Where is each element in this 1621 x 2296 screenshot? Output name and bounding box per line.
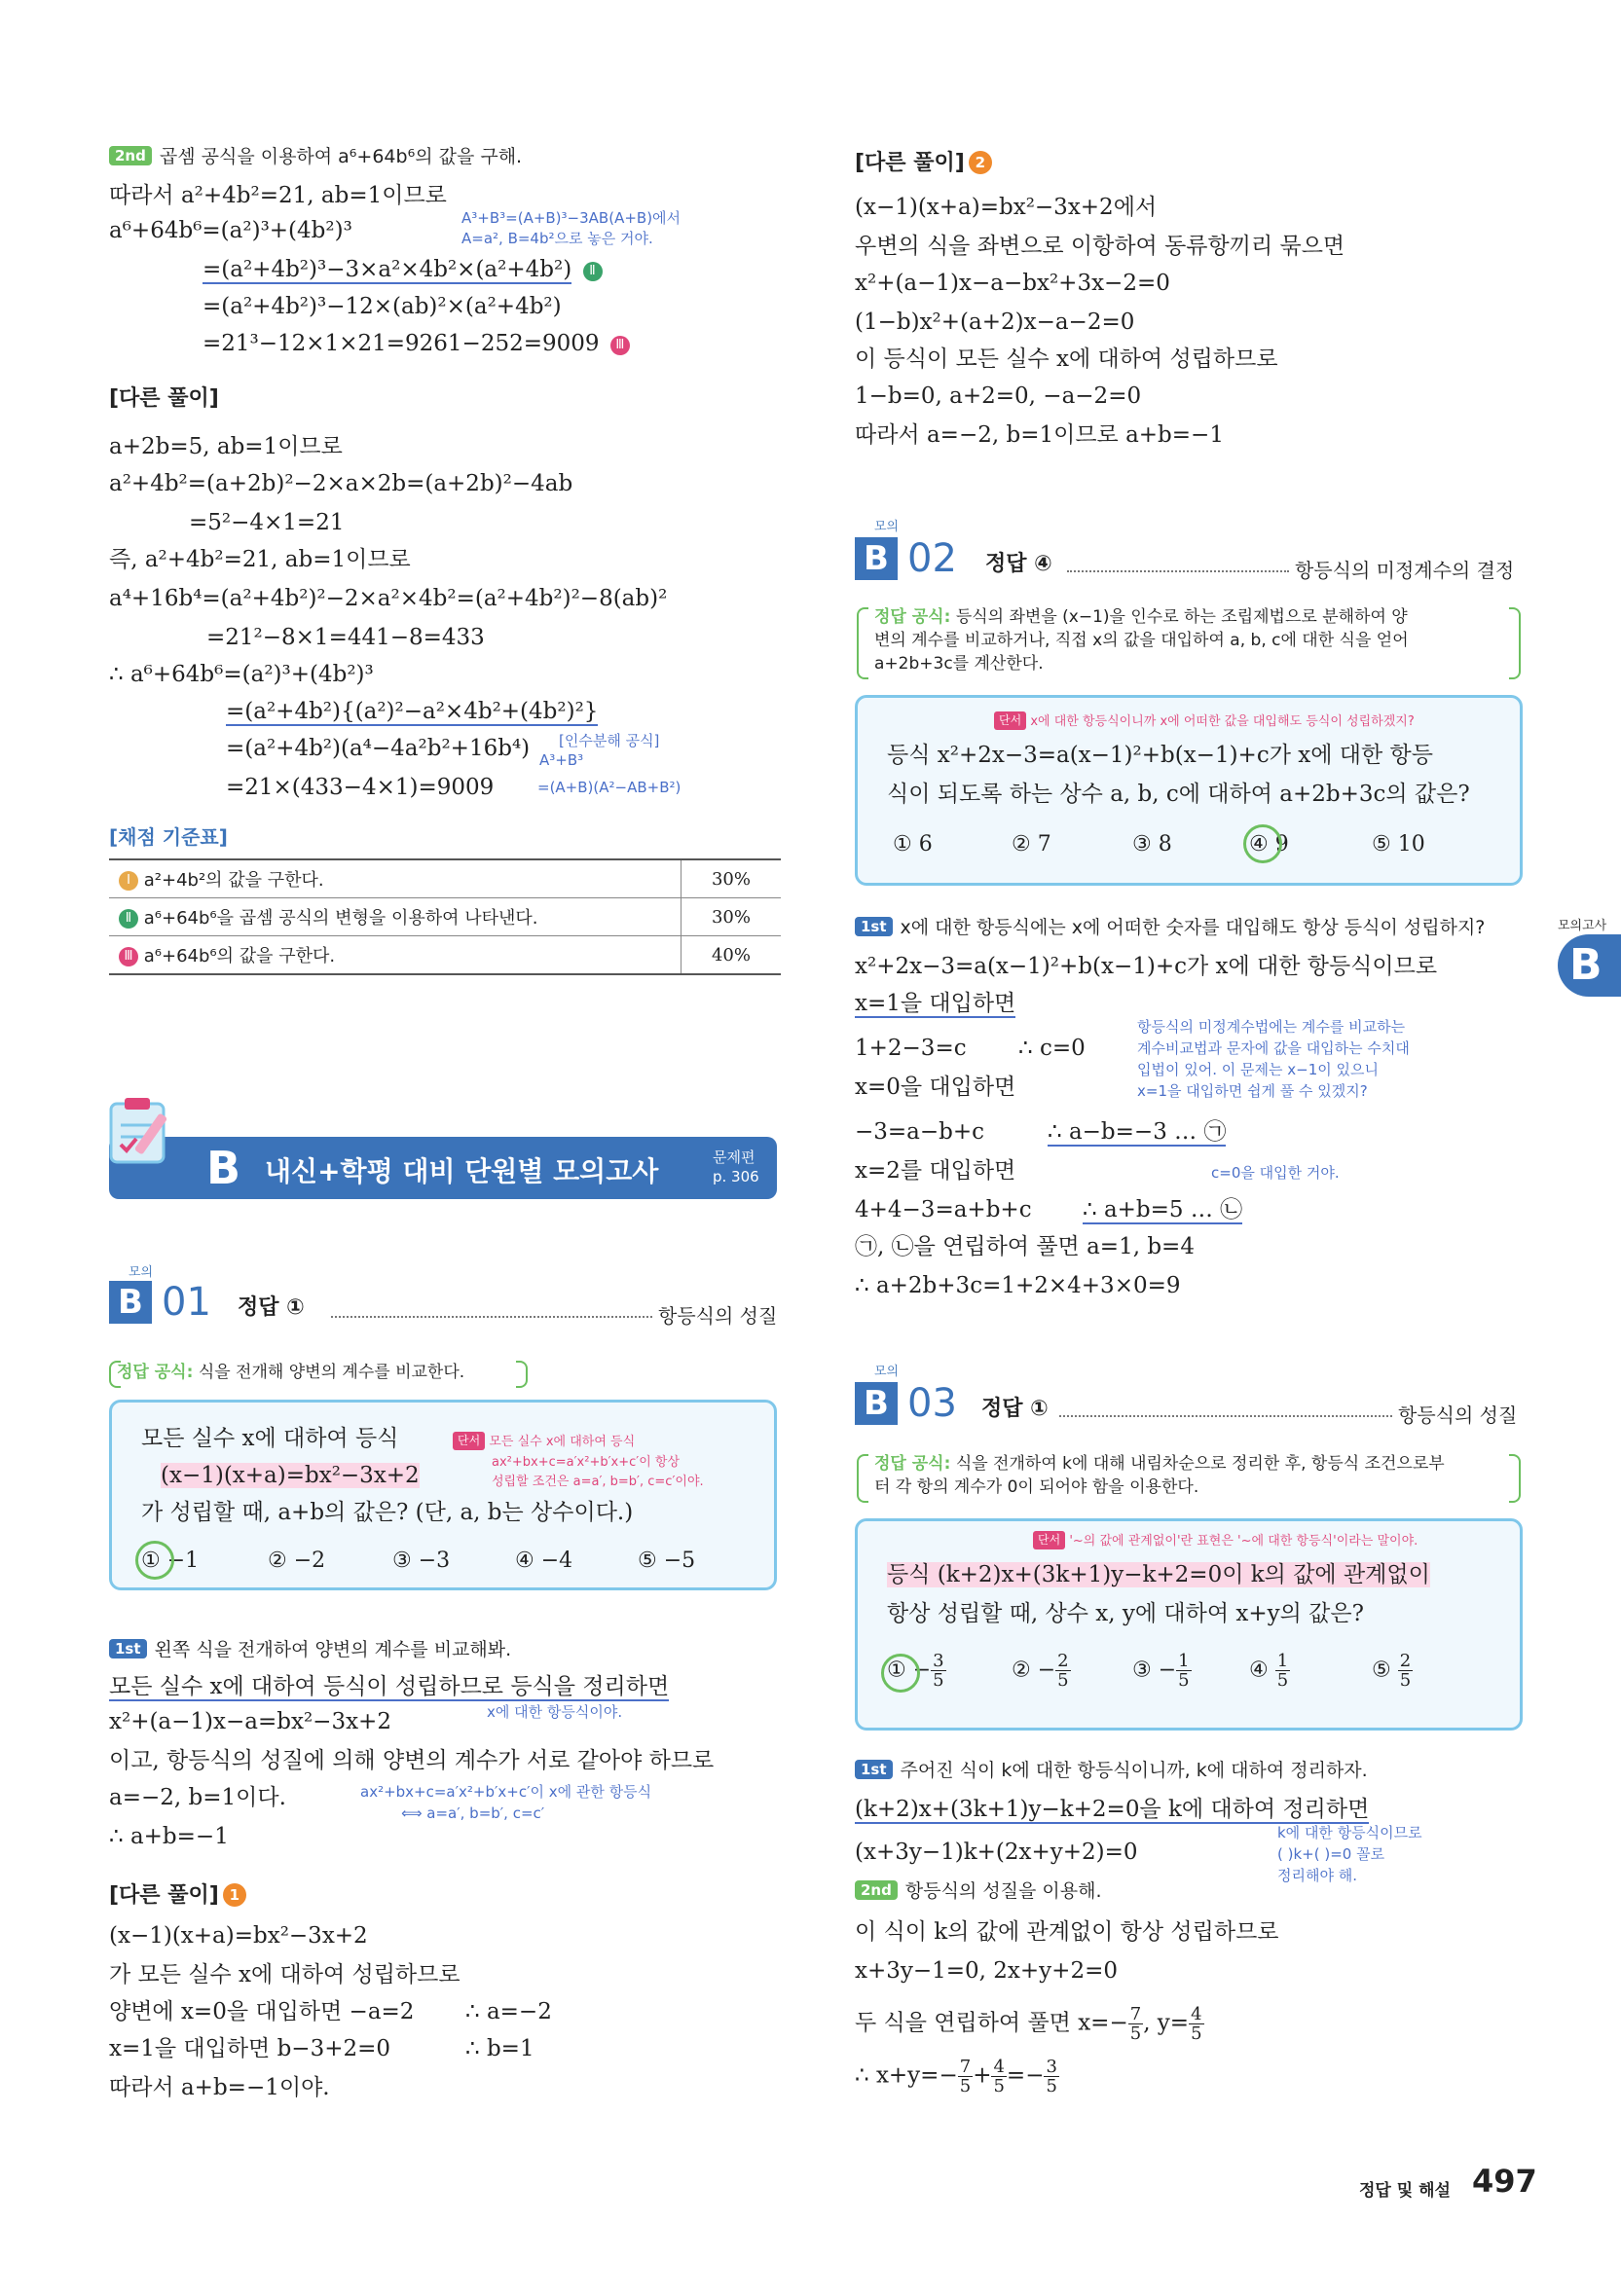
solution-line: 우변의 식을 좌변으로 이항하여 동류항끼리 묶으면	[855, 234, 1345, 259]
table-row: Ⅱ a⁶+64b⁶을 곱셈 공식의 변형을 이용하여 나타낸다. 30%	[109, 898, 781, 936]
solution-line: (1−b)x²+(a+2)x−a−2=0	[855, 310, 1135, 335]
answer-formula: 정답 공식: 등식의 좌변을 (x−1)을 인수로 하는 조립제법으로 분해하여 양 변의 계수를 비교하거나, 직접 x의 값을 대입하여 a, b, c에 대한 식을 얻어 a+2b+3c를 계산한다.	[874, 607, 1409, 674]
problem-text: 항상 성립할 때, 상수 x, y에 대하여 x+y의 값은?	[887, 1601, 1364, 1626]
solution-line: 4+4−3=a+b+c	[855, 1197, 1032, 1222]
problem-text: 모든 실수 x에 대하여 등식	[141, 1426, 399, 1451]
solution-line: ∴ a−b=−3 … ㉠	[1048, 1119, 1227, 1145]
leader-dots	[1067, 570, 1289, 572]
page-number: 497	[1472, 2163, 1537, 2200]
side-note: A=a², B=4b²으로 놓은 거야.	[461, 230, 653, 247]
side-note: 계수비교법과 문자에 값을 대입하는 수치대	[1137, 1039, 1410, 1057]
question-topic: 항등식의 미정계수의 결정	[1295, 559, 1515, 582]
step-badge: 1st	[855, 1760, 893, 1779]
answer-circle-mark	[1243, 824, 1282, 863]
fraction: $\frac{4}{5}$	[1191, 2004, 1202, 2044]
solution-line: −3=a−b+c	[855, 1119, 985, 1145]
solution-line: =(a²+4b²)³−12×(ab)²×(a²+4b²)	[203, 294, 562, 319]
clue-note: ax²+bx+c=a′x²+b′x+c′이 항상	[492, 1455, 681, 1470]
solution-line: x+3y−1=0, 2x+y+2=0	[855, 1958, 1118, 1984]
step-badge: 2nd	[855, 1880, 898, 1900]
side-note: 정리해야 해.	[1277, 1867, 1357, 1884]
choice-3[interactable]: ③ −3	[392, 1549, 451, 1573]
step-badge: 1st	[109, 1639, 147, 1658]
choice-2[interactable]: ② −2	[268, 1549, 326, 1573]
solution-line: x²+2x−3=a(x−1)²+b(x−1)+c가 x에 대한 항등식이므로	[855, 954, 1438, 979]
solution-line: 1+2−3=c	[855, 1036, 967, 1061]
answer-label: 정답 ①	[981, 1397, 1049, 1421]
banner-letter: B	[206, 1142, 241, 1194]
solution-line: =(a²+4b²){(a²)²−a²×4b²+(4b²)²}	[226, 699, 599, 724]
question-number: 02	[907, 536, 957, 581]
solution-line: 이 식이 k의 값에 관계없이 항상 성립하므로	[855, 1919, 1279, 1945]
side-note: ⟺ a=a′, b=b′, c=c′	[401, 1804, 545, 1822]
solution-line: ∴ a⁶+64b⁶=(a²)³+(4b²)³	[109, 662, 374, 687]
solution-line: 이고, 항등식의 성질에 의해 양변의 계수가 서로 같아야 하므로	[109, 1748, 715, 1773]
bracket	[857, 1454, 868, 1503]
solution-line: =21²−8×1=441−8=433	[206, 625, 485, 650]
solution-line: ∴ a+2b+3c=1+2×4+3×0=9	[855, 1273, 1181, 1298]
solution-line: x=1을 대입하면	[855, 991, 1016, 1016]
leader-dots	[1059, 1415, 1392, 1417]
problem-box	[855, 695, 1523, 886]
fraction: $\frac{7}{5}$	[959, 2057, 972, 2096]
fraction: $\frac{2}{5}$	[1057, 1651, 1069, 1691]
answer-circle-mark	[135, 1541, 174, 1580]
alt-solution-heading: [다른 풀이] 2	[855, 146, 992, 176]
side-note: k에 대한 항등식이므로	[1277, 1824, 1422, 1841]
fraction: $\frac{1}{5}$	[1178, 1651, 1190, 1691]
choice-3[interactable]: ③ 8	[1132, 832, 1172, 856]
question-letter: B	[109, 1281, 152, 1324]
section-banner	[109, 1137, 777, 1199]
solution-line: 양변에 x=0을 대입하면 −a=2	[109, 1999, 415, 2024]
clue-note: 단서 모든 실수 x에 대하여 등식	[453, 1432, 635, 1451]
solution-line: ∴ x+y=− $\frac{7}{5}$ + $\frac{4}{5}$ =− $\frac{3}{5}$	[855, 2057, 1057, 2096]
solution-line: ∴ b=1	[465, 2036, 534, 2061]
solution-line: (x+3y−1)k+(2x+y+2)=0	[855, 1840, 1138, 1865]
fraction: $\frac{3}{5}$	[933, 1651, 944, 1691]
answer-formula: 정답 공식: 식을 전개하여 k에 대해 내림차순으로 정리한 후, 항등식 조건으로부 터 각 항의 계수가 0이 되어야 함을 이용한다.	[874, 1454, 1445, 1497]
side-note: 입법이 있어. 이 문제는 x−1이 있으니	[1137, 1061, 1379, 1078]
side-note: ax²+bx+c=a′x²+b′x+c′이 x에 관한 항등식	[360, 1783, 652, 1801]
answer-label: 정답 ①	[238, 1295, 305, 1320]
clue-badge: 단서	[994, 711, 1026, 730]
grade-mark: Ⅱ	[583, 262, 603, 281]
grade-mark: Ⅰ	[119, 871, 138, 891]
formula-note: [인수분해 공식]	[559, 732, 660, 749]
solution-line: =5²−4×1=21	[189, 510, 345, 535]
formula-note: A³+B³	[539, 751, 584, 769]
problem-text: 가 성립할 때, a+b의 값은? (단, a, b는 상수이다.)	[141, 1500, 634, 1525]
problem-text: 식이 되도록 하는 상수 a, b, c에 대하여 a+2b+3c의 값은?	[887, 782, 1470, 807]
solution-line: 모든 실수 x에 대하여 등식이 성립하므로 등식을 정리하면	[109, 1674, 670, 1699]
solution-line: x=0을 대입하면	[855, 1075, 1016, 1100]
clue-badge: 단서	[1033, 1531, 1065, 1549]
choice-1[interactable]: ① − $\frac{3}{5}$	[887, 1651, 944, 1691]
choice-2[interactable]: ② − $\frac{2}{5}$	[1012, 1651, 1069, 1691]
solution-line: a⁶+64b⁶=(a²)³+(4b²)³	[109, 218, 352, 243]
solution-line: a+2b=5, ab=1이므로	[109, 434, 343, 459]
step-2nd-title: 2nd 곱셈 공식을 이용하여 a⁶+64b⁶의 값을 구해.	[109, 142, 522, 171]
question-number: 03	[907, 1381, 957, 1426]
solution-line: a⁴+16b⁴=(a²+4b²)²−2×a²×4b²=(a²+4b²)²−8(ab)²	[109, 586, 668, 611]
alt-solution-heading: [다른 풀이]	[109, 386, 219, 411]
solution-line: 따라서 a²+4b²=21, ab=1이므로	[109, 183, 447, 208]
fraction: $\frac{7}{5}$	[1129, 2004, 1142, 2044]
question-topic: 항등식의 성질	[658, 1304, 778, 1328]
clipboard-icon	[103, 1094, 181, 1162]
clue-note: 성립할 조건은 a=a′, b=b′, c=c′이야.	[492, 1475, 704, 1489]
banner-ref: 문제편	[713, 1148, 755, 1166]
leader-dots	[331, 1316, 652, 1318]
question-number: 01	[162, 1280, 211, 1325]
side-note: c=0을 대입한 거야.	[1211, 1164, 1340, 1182]
side-tab[interactable]: B	[1558, 934, 1621, 997]
choice-4[interactable]: ④ 9	[1249, 832, 1289, 856]
choice-5[interactable]: ⑤ 10	[1372, 832, 1425, 856]
solution-line: x=2를 대입하면	[855, 1158, 1016, 1184]
step-2nd-title: 2nd 항등식의 성질을 이용해.	[855, 1877, 1102, 1906]
solution-line: x=1을 대입하면 b−3+2=0	[109, 2036, 391, 2061]
grading-criteria-heading: [채점 기준표]	[109, 825, 228, 849]
clue-badge: 단서	[453, 1432, 485, 1450]
side-note: 항등식의 미정계수법에는 계수를 비교하는	[1137, 1018, 1406, 1036]
question-topic: 항등식의 성질	[1398, 1403, 1518, 1427]
solution-line: =(a²+4b²)(a⁴−4a²b²+16b⁴)	[226, 736, 531, 761]
bracketR	[1509, 1454, 1521, 1503]
choice-4[interactable]: ④ −4	[515, 1549, 573, 1573]
alt-number-badge: 1	[223, 1883, 246, 1907]
answer-circle-mark	[881, 1654, 920, 1693]
step-1st-title: 1st x에 대한 항등식에는 x에 어떠한 숫자를 대입해도 항상 등식이 성립하지?	[855, 913, 1485, 942]
alt-solution-heading: [다른 풀이] 1	[109, 1878, 246, 1909]
answer-label: 정답 ④	[985, 552, 1052, 576]
side-note: A³+B³=(A+B)³−3AB(A+B)에서	[461, 209, 682, 227]
solution-line: 즉, a²+4b²=21, ab=1이므로	[109, 547, 411, 572]
step-badge: 2nd	[109, 146, 152, 165]
solution-line: a=−2, b=1이다.	[109, 1785, 286, 1810]
grading-criteria-table	[109, 858, 781, 975]
clue-note: 단서 x에 대한 항등식이니까 x에 어떠한 값을 대입해도 등식이 성립하겠지?	[994, 711, 1415, 731]
mock-tag: 모의	[874, 520, 900, 534]
fraction: $\frac{3}{5}$	[1046, 2057, 1057, 2096]
problem-text: 등식 x²+2x−3=a(x−1)²+b(x−1)+c가 x에 대한 항등	[887, 743, 1433, 768]
banner-ref: p. 306	[713, 1168, 759, 1185]
choice-2[interactable]: ② 7	[1012, 832, 1051, 856]
solution-line: (k+2)x+(3k+1)y−k+2=0을 k에 대하여 정리하면	[855, 1797, 1370, 1822]
side-tab-label: 모의고사	[1558, 919, 1607, 933]
bracket	[857, 607, 868, 679]
solution-line: 따라서 a+b=−1이야.	[109, 2075, 330, 2100]
grade-mark: Ⅲ	[610, 336, 630, 355]
question-letter: B	[855, 1382, 898, 1425]
mock-tag: 모의	[129, 1265, 154, 1280]
fraction: $\frac{4}{5}$	[993, 2057, 1005, 2096]
grade-mark: Ⅲ	[119, 947, 138, 966]
bracket	[109, 1361, 121, 1388]
solution-line: ∴ c=0	[1018, 1036, 1086, 1061]
question-letter: B	[855, 537, 898, 580]
answer-formula: 정답 공식: 식을 전개해 양변의 계수를 비교한다.	[117, 1363, 465, 1382]
solution-line: ∴ a+b=−1	[109, 1824, 229, 1849]
solution-line: =21³−12×1×21=9261−252=9009 Ⅲ	[203, 329, 630, 358]
step-badge: 1st	[855, 917, 893, 936]
solution-line: 가 모든 실수 x에 대하여 성립하므로	[109, 1962, 461, 1987]
grade-mark: Ⅱ	[119, 909, 138, 929]
solution-line: x²+(a−1)x−a=bx²−3x+2	[109, 1709, 391, 1734]
choice-3[interactable]: ③ − $\frac{1}{5}$	[1132, 1651, 1190, 1691]
problem-text: (x−1)(x+a)=bx²−3x+2	[161, 1463, 420, 1488]
banner-title: 내신+학평 대비 단원별 모의고사	[265, 1155, 659, 1187]
table-row: Ⅲ a⁶+64b⁶의 값을 구한다. 40%	[109, 936, 781, 975]
table-row: Ⅰ a²+4b²의 값을 구한다. 30%	[109, 859, 781, 898]
step-1st-title: 1st 왼쪽 식을 전개하여 양변의 계수를 비교해봐.	[109, 1635, 511, 1664]
footer-label: 정답 및 해설	[1359, 2181, 1451, 2201]
solution-line: 1−b=0, a+2=0, −a−2=0	[855, 383, 1142, 409]
solution-line: x²+(a−1)x−a−bx²+3x−2=0	[855, 271, 1170, 296]
problem-box	[109, 1400, 777, 1590]
side-note: ( )k+( )=0 꼴로	[1277, 1845, 1385, 1863]
problem-box	[855, 1518, 1523, 1731]
choice-5[interactable]: ⑤ $\frac{2}{5}$	[1372, 1651, 1412, 1691]
solution-line: (x−1)(x+a)=bx²−3x+2에서	[855, 195, 1158, 220]
solution-line: 두 식을 연립하여 풀면 x=− $\frac{7}{5}$ , y= $\frac{4}{5}$	[855, 2004, 1202, 2044]
solution-line: ∴ a+b=5 … ㉡	[1083, 1197, 1243, 1222]
solution-line: =21×(433−4×1)=9009	[226, 775, 495, 800]
solution-line: 따라서 a=−2, b=1이므로 a+b=−1	[855, 422, 1224, 448]
choice-5[interactable]: ⑤ −5	[638, 1549, 696, 1573]
clue-note: 단서 '~의 값에 관계없이'란 표현은 '~에 대한 항등식'이라는 말이야.	[1033, 1531, 1418, 1550]
side-note: x=1을 대입하면 쉽게 풀 수 있겠지?	[1137, 1082, 1368, 1100]
solution-line: a²+4b²=(a+2b)²−2×a×2b=(a+2b)²−4ab	[109, 471, 573, 496]
solution-line: ∴ a=−2	[465, 1999, 552, 2024]
bracket	[516, 1361, 528, 1388]
solution-line: (x−1)(x+a)=bx²−3x+2	[109, 1923, 368, 1949]
solution-line: =(a²+4b²)³−3×a²×4b²×(a²+4b²) Ⅱ	[203, 255, 603, 284]
bracketR	[1509, 607, 1521, 679]
choice-1[interactable]: ① −1	[141, 1549, 200, 1573]
fraction: $\frac{1}{5}$	[1276, 1651, 1289, 1691]
choice-4[interactable]: ④ $\frac{1}{5}$	[1249, 1651, 1289, 1691]
fraction: $\frac{2}{5}$	[1399, 1651, 1412, 1691]
solution-line: ㉠, ㉡을 연립하여 풀면 a=1, b=4	[855, 1234, 1195, 1259]
step-1st-title: 1st 주어진 식이 k에 대한 항등식이니까, k에 대하여 정리하자.	[855, 1756, 1368, 1785]
choice-1[interactable]: ① 6	[893, 832, 933, 856]
solution-line: 이 등식이 모든 실수 x에 대하여 성립하므로	[855, 346, 1278, 372]
side-note: x에 대한 항등식이야.	[487, 1703, 623, 1721]
problem-text: 등식 (k+2)x+(3k+1)y−k+2=0이 k의 값에 관계없이	[887, 1562, 1430, 1587]
mock-tag: 모의	[874, 1365, 900, 1379]
alt-number-badge: 2	[969, 151, 992, 174]
formula-note: =(A+B)(A²−AB+B²)	[537, 779, 682, 796]
